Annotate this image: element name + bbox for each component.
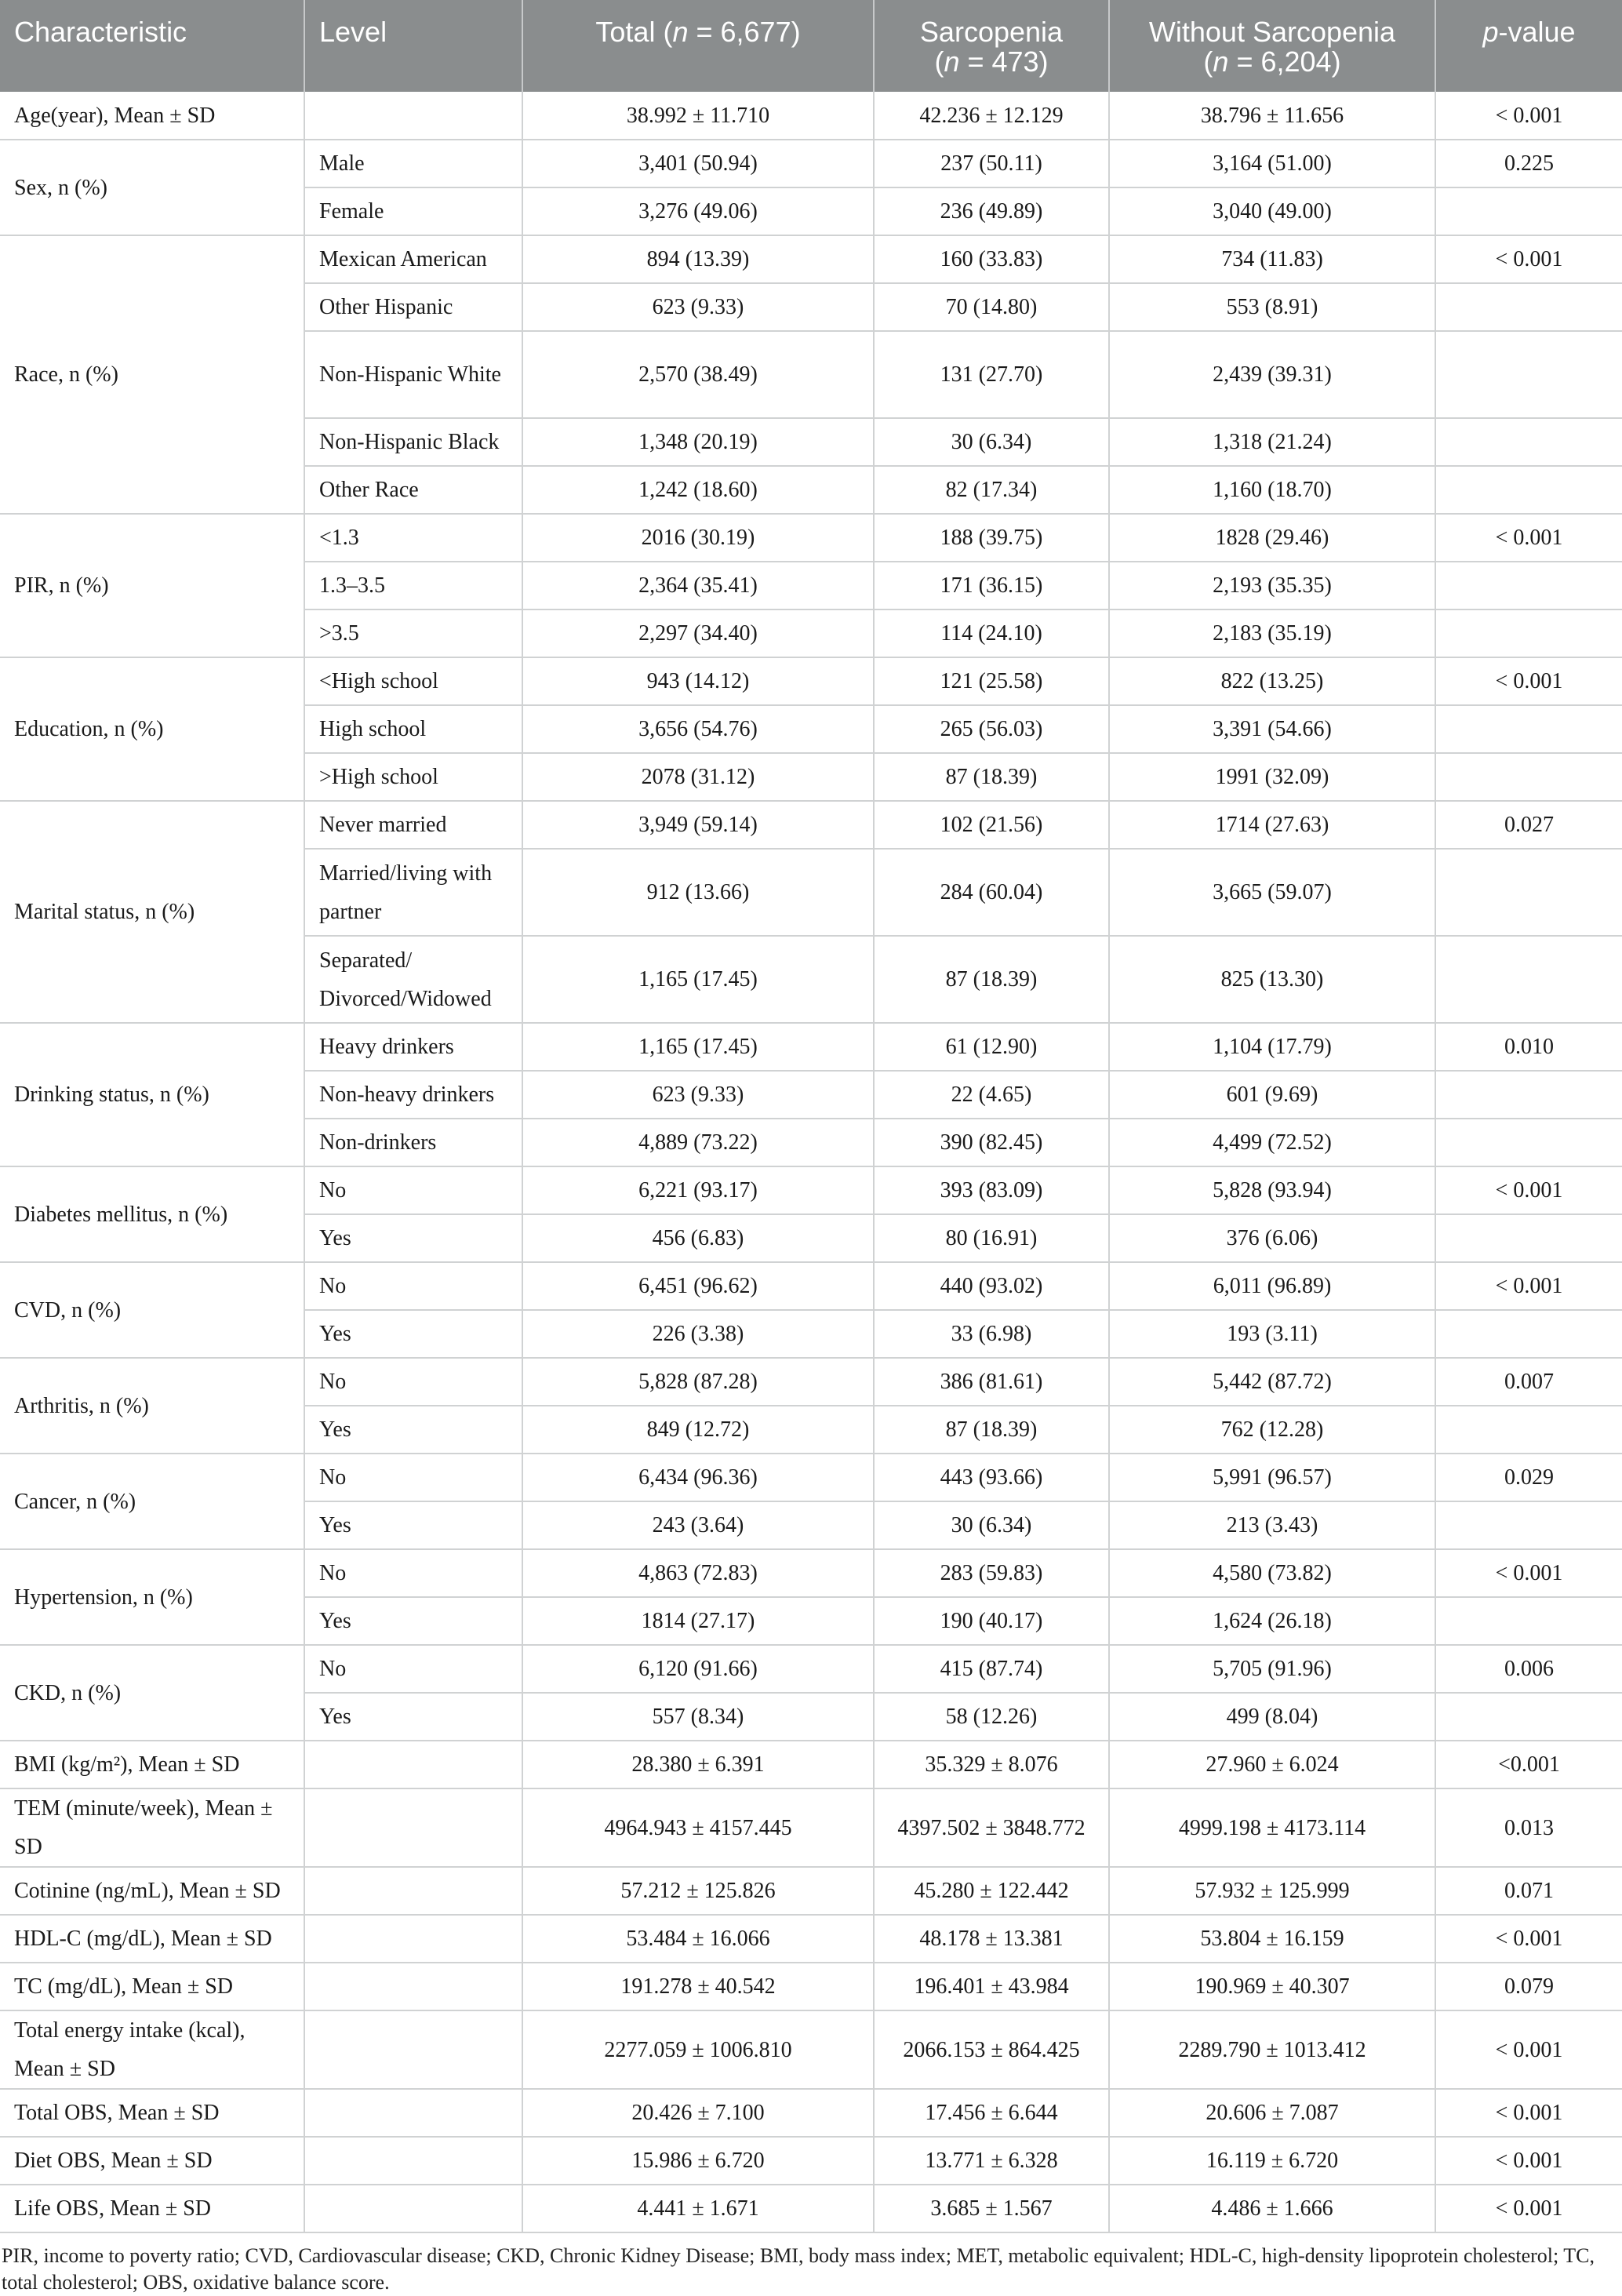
table-row [0,2010,1622,2089]
level-cell: Other Hispanic [304,283,522,331]
p-value-cell [1435,1597,1622,1645]
p-value-cell: 0.013 [1435,1788,1622,1867]
total-cell: 6,120 (91.66) [522,1645,874,1693]
total-cell: 849 (12.72) [522,1406,874,1454]
header-total [522,0,874,92]
sarcopenia-cell: 2066.153 ± 864.425 [874,2010,1109,2089]
header-sarcopenia-title: Sarcopenia [919,16,1064,48]
level-cell: Yes [304,1310,522,1358]
characteristic-cell: Life OBS, Mean ± SD [0,2185,304,2232]
p-value-cell [1435,936,1622,1023]
table-row [0,1454,1622,1501]
without-sarcopenia-cell: 2,193 (35.35) [1109,562,1435,609]
sarcopenia-cell: 42.236 ± 12.129 [874,92,1109,140]
table-row [0,92,1622,140]
table-row [0,1741,1622,1788]
level-cell: Male [304,140,522,187]
total-cell: 15.986 ± 6.720 [522,2137,874,2185]
sarcopenia-cell: 265 (56.03) [874,705,1109,753]
without-sarcopenia-cell: 1,104 (17.79) [1109,1023,1435,1071]
level-cell: Never married [304,801,522,849]
p-value-cell [1435,466,1622,514]
total-cell: 226 (3.38) [522,1310,874,1358]
p-value-cell [1435,1310,1622,1358]
sarcopenia-cell: 48.178 ± 13.381 [874,1915,1109,1963]
sarcopenia-cell: 440 (93.02) [874,1262,1109,1310]
p-value-cell: < 0.001 [1435,1549,1622,1597]
header-sarcopenia [874,0,1109,92]
total-cell: 53.484 ± 16.066 [522,1915,874,1963]
characteristic-cell: BMI (kg/m²), Mean ± SD [0,1741,304,1788]
without-sarcopenia-cell: 825 (13.30) [1109,936,1435,1023]
header-p-value [1435,0,1622,92]
table-footnote: PIR, income to poverty ratio; CVD, Cardiovascular disease; CKD, Chronic Kidney Disease; BMI, body mass index; MET, metabolic equivalent; HDL-C, high-density lipoprotein cholesterol; TC, total cholesterol; OBS, oxidative balance score. [2,2244,1595,2294]
p-value-cell [1435,418,1622,466]
header-characteristic: Characteristic [0,0,304,92]
sarcopenia-cell: 87 (18.39) [874,1406,1109,1454]
level-cell [304,1788,522,1867]
sarcopenia-cell: 131 (27.70) [874,331,1109,418]
without-sarcopenia-cell: 3,164 (51.00) [1109,140,1435,187]
total-cell: 6,221 (93.17) [522,1166,874,1214]
sarcopenia-cell: 390 (82.45) [874,1119,1109,1166]
level-cell: Non-Hispanic White [304,331,522,418]
characteristic-cell: Marital status, n (%) [0,801,304,1023]
without-sarcopenia-cell: 20.606 ± 7.087 [1109,2089,1435,2137]
total-cell: 28.380 ± 6.391 [522,1741,874,1788]
sarcopenia-cell: 82 (17.34) [874,466,1109,514]
without-sarcopenia-cell: 5,442 (87.72) [1109,1358,1435,1406]
total-cell: 1,242 (18.60) [522,466,874,514]
sarcopenia-cell: 30 (6.34) [874,418,1109,466]
without-sarcopenia-cell: 1991 (32.09) [1109,753,1435,801]
header-p-rest: -value [1498,16,1576,48]
without-sarcopenia-cell: 1714 (27.63) [1109,801,1435,849]
table-row [0,1963,1622,2010]
level-cell: Yes [304,1501,522,1549]
level-cell: Heavy drinkers [304,1023,522,1071]
level-cell [304,2010,522,2089]
sarcopenia-cell: 30 (6.34) [874,1501,1109,1549]
header-without-sarcopenia [1109,0,1435,92]
p-value-cell: < 0.001 [1435,514,1622,562]
header-sarcopenia-pre: ( [934,45,944,78]
total-cell: 1,165 (17.45) [522,1023,874,1071]
characteristic-cell: Drinking status, n (%) [0,1023,304,1166]
total-cell: 2,570 (38.49) [522,331,874,418]
level-cell: Married/living with partner [304,849,522,936]
level-cell: Non-heavy drinkers [304,1071,522,1119]
level-cell [304,1915,522,1963]
total-cell: 191.278 ± 40.542 [522,1963,874,2010]
sarcopenia-cell: 236 (49.89) [874,187,1109,235]
p-value-cell: < 0.001 [1435,1166,1622,1214]
without-sarcopenia-cell: 376 (6.06) [1109,1214,1435,1262]
without-sarcopenia-cell: 193 (3.11) [1109,1310,1435,1358]
sarcopenia-cell: 284 (60.04) [874,849,1109,936]
without-sarcopenia-cell: 2,439 (39.31) [1109,331,1435,418]
level-cell: High school [304,705,522,753]
total-cell: 57.212 ± 125.826 [522,1867,874,1915]
total-cell: 4,889 (73.22) [522,1119,874,1166]
total-cell: 1,165 (17.45) [522,936,874,1023]
header-level: Level [304,0,522,92]
sarcopenia-cell: 443 (93.66) [874,1454,1109,1501]
without-sarcopenia-cell: 601 (9.69) [1109,1071,1435,1119]
without-sarcopenia-cell: 1,624 (26.18) [1109,1597,1435,1645]
without-sarcopenia-cell: 2,183 (35.19) [1109,609,1435,657]
sarcopenia-cell: 17.456 ± 6.644 [874,2089,1109,2137]
sarcopenia-cell: 87 (18.39) [874,936,1109,1023]
without-sarcopenia-cell: 822 (13.25) [1109,657,1435,705]
header-total-n: n [672,16,689,48]
level-cell: No [304,1454,522,1501]
level-cell: Separated/ Divorced/Widowed [304,936,522,1023]
p-value-cell: < 0.001 [1435,1915,1622,1963]
total-cell: 912 (13.66) [522,849,874,936]
p-value-cell [1435,1406,1622,1454]
header-without-post: = 6,204) [1228,45,1341,78]
without-sarcopenia-cell: 190.969 ± 40.307 [1109,1963,1435,2010]
without-sarcopenia-cell: 213 (3.43) [1109,1501,1435,1549]
without-sarcopenia-cell: 3,665 (59.07) [1109,849,1435,936]
level-cell [304,2137,522,2185]
without-sarcopenia-cell: 53.804 ± 16.159 [1109,1915,1435,1963]
table-row [0,1166,1622,1214]
p-value-cell [1435,283,1622,331]
total-cell: 4964.943 ± 4157.445 [522,1788,874,1867]
characteristic-cell: TC (mg/dL), Mean ± SD [0,1963,304,2010]
total-cell: 3,401 (50.94) [522,140,874,187]
total-cell: 2,297 (34.40) [522,609,874,657]
without-sarcopenia-cell: 499 (8.04) [1109,1693,1435,1741]
level-cell: No [304,1549,522,1597]
total-cell: 2277.059 ± 1006.810 [522,2010,874,2089]
sarcopenia-cell: 45.280 ± 122.442 [874,1867,1109,1915]
p-value-cell: <0.001 [1435,1741,1622,1788]
characteristic-cell: Sex, n (%) [0,140,304,235]
without-sarcopenia-cell: 4,499 (72.52) [1109,1119,1435,1166]
sarcopenia-cell: 70 (14.80) [874,283,1109,331]
table-row [0,140,1622,187]
without-sarcopenia-cell: 38.796 ± 11.656 [1109,92,1435,140]
level-cell [304,2089,522,2137]
sarcopenia-cell: 33 (6.98) [874,1310,1109,1358]
sarcopenia-cell: 386 (81.61) [874,1358,1109,1406]
without-sarcopenia-cell: 4999.198 ± 4173.114 [1109,1788,1435,1867]
p-value-cell [1435,849,1622,936]
table-row [0,1867,1622,1915]
total-cell: 3,949 (59.14) [522,801,874,849]
without-sarcopenia-cell: 1,318 (21.24) [1109,418,1435,466]
p-value-cell: < 0.001 [1435,2137,1622,2185]
level-cell [304,2185,522,2232]
p-value-cell: < 0.001 [1435,2185,1622,2232]
p-value-cell: < 0.001 [1435,92,1622,140]
p-value-cell [1435,187,1622,235]
without-sarcopenia-cell: 1828 (29.46) [1109,514,1435,562]
without-sarcopenia-cell: 16.119 ± 6.720 [1109,2137,1435,2185]
characteristic-cell: Hypertension, n (%) [0,1549,304,1645]
sarcopenia-cell: 237 (50.11) [874,140,1109,187]
without-sarcopenia-cell: 6,011 (96.89) [1109,1262,1435,1310]
level-cell: No [304,1645,522,1693]
without-sarcopenia-cell: 5,828 (93.94) [1109,1166,1435,1214]
table-header [0,0,1622,92]
header-sarcopenia-n: n [944,45,960,78]
p-value-cell [1435,753,1622,801]
header-without-title: Without Sarcopenia [1148,16,1396,48]
level-cell [304,1741,522,1788]
header-total-pre: Total ( [595,16,673,48]
p-value-cell: 0.027 [1435,801,1622,849]
characteristic-cell: HDL-C (mg/dL), Mean ± SD [0,1915,304,1963]
total-cell: 943 (14.12) [522,657,874,705]
level-cell: No [304,1358,522,1406]
table-row [0,1262,1622,1310]
total-cell: 623 (9.33) [522,283,874,331]
total-cell: 38.992 ± 11.710 [522,92,874,140]
table-body [0,92,1622,2232]
table-row [0,1358,1622,1406]
total-cell: 243 (3.64) [522,1501,874,1549]
characteristic-cell: Cancer, n (%) [0,1454,304,1549]
characteristic-cell: Total OBS, Mean ± SD [0,2089,304,2137]
sarcopenia-cell: 80 (16.91) [874,1214,1109,1262]
sarcopenia-cell: 196.401 ± 43.984 [874,1963,1109,2010]
table-row [0,1549,1622,1597]
total-cell: 3,656 (54.76) [522,705,874,753]
total-cell: 4,863 (72.83) [522,1549,874,1597]
table-row [0,1915,1622,1963]
table-row [0,657,1622,705]
p-value-cell [1435,562,1622,609]
level-cell: Non-drinkers [304,1119,522,1166]
header-p-italic: p [1482,16,1499,48]
table-row [0,2089,1622,2137]
header-without-pre: ( [1203,45,1213,78]
header-total-post: = 6,677) [688,16,801,48]
sarcopenia-cell: 415 (87.74) [874,1645,1109,1693]
without-sarcopenia-cell: 3,040 (49.00) [1109,187,1435,235]
characteristic-cell: Diet OBS, Mean ± SD [0,2137,304,2185]
level-cell: Yes [304,1406,522,1454]
total-cell: 2078 (31.12) [522,753,874,801]
p-value-cell: 0.079 [1435,1963,1622,2010]
without-sarcopenia-cell: 553 (8.91) [1109,283,1435,331]
header-sarcopenia-post: = 473) [959,45,1049,78]
level-cell: Other Race [304,466,522,514]
sarcopenia-cell: 3.685 ± 1.567 [874,2185,1109,2232]
level-cell: >3.5 [304,609,522,657]
table-row [0,235,1622,283]
level-cell: 1.3–3.5 [304,562,522,609]
without-sarcopenia-cell: 762 (12.28) [1109,1406,1435,1454]
p-value-cell [1435,1214,1622,1262]
level-cell: Yes [304,1214,522,1262]
without-sarcopenia-cell: 3,391 (54.66) [1109,705,1435,753]
sarcopenia-cell: 121 (25.58) [874,657,1109,705]
sarcopenia-cell: 160 (33.83) [874,235,1109,283]
sarcopenia-cell: 393 (83.09) [874,1166,1109,1214]
without-sarcopenia-cell: 2289.790 ± 1013.412 [1109,2010,1435,2089]
without-sarcopenia-cell: 5,705 (91.96) [1109,1645,1435,1693]
header-row [0,0,1622,92]
sarcopenia-cell: 171 (36.15) [874,562,1109,609]
p-value-cell [1435,1693,1622,1741]
without-sarcopenia-cell: 4,580 (73.82) [1109,1549,1435,1597]
p-value-cell [1435,331,1622,418]
level-cell: Yes [304,1597,522,1645]
p-value-cell: 0.029 [1435,1454,1622,1501]
header-without-n: n [1213,45,1229,78]
total-cell: 6,451 (96.62) [522,1262,874,1310]
total-cell: 557 (8.34) [522,1693,874,1741]
total-cell: 2,364 (35.41) [522,562,874,609]
total-cell: 1,348 (20.19) [522,418,874,466]
characteristic-cell: Education, n (%) [0,657,304,801]
characteristic-cell: TEM (minute/week), Mean ± SD [0,1788,304,1867]
level-cell: No [304,1262,522,1310]
sarcopenia-cell: 190 (40.17) [874,1597,1109,1645]
level-cell: No [304,1166,522,1214]
sarcopenia-cell: 13.771 ± 6.328 [874,2137,1109,2185]
p-value-cell: 0.010 [1435,1023,1622,1071]
total-cell: 894 (13.39) [522,235,874,283]
level-cell: Mexican American [304,235,522,283]
level-cell: Female [304,187,522,235]
level-cell [304,1867,522,1915]
characteristic-cell: Diabetes mellitus, n (%) [0,1166,304,1262]
p-value-cell [1435,1501,1622,1549]
sarcopenia-cell: 102 (21.56) [874,801,1109,849]
p-value-cell: 0.006 [1435,1645,1622,1693]
table-row [0,1023,1622,1071]
without-sarcopenia-cell: 1,160 (18.70) [1109,466,1435,514]
p-value-cell: 0.071 [1435,1867,1622,1915]
sarcopenia-cell: 188 (39.75) [874,514,1109,562]
total-cell: 623 (9.33) [522,1071,874,1119]
table-row [0,2185,1622,2232]
total-cell: 3,276 (49.06) [522,187,874,235]
level-cell: <1.3 [304,514,522,562]
sarcopenia-cell: 4397.502 ± 3848.772 [874,1788,1109,1867]
total-cell: 20.426 ± 7.100 [522,2089,874,2137]
sarcopenia-cell: 114 (24.10) [874,609,1109,657]
characteristic-cell: Arthritis, n (%) [0,1358,304,1454]
p-value-cell: 0.007 [1435,1358,1622,1406]
total-cell: 456 (6.83) [522,1214,874,1262]
sarcopenia-cell: 87 (18.39) [874,753,1109,801]
characteristic-cell: Age(year), Mean ± SD [0,92,304,140]
without-sarcopenia-cell: 5,991 (96.57) [1109,1454,1435,1501]
level-cell [304,1963,522,2010]
sarcopenia-cell: 35.329 ± 8.076 [874,1741,1109,1788]
p-value-cell: < 0.001 [1435,2089,1622,2137]
characteristic-cell: Cotinine (ng/mL), Mean ± SD [0,1867,304,1915]
characteristic-cell: Total energy intake (kcal), Mean ± SD [0,2010,304,2089]
without-sarcopenia-cell: 27.960 ± 6.024 [1109,1741,1435,1788]
p-value-cell [1435,1071,1622,1119]
p-value-cell: < 0.001 [1435,2010,1622,2089]
sarcopenia-cell: 283 (59.83) [874,1549,1109,1597]
total-cell: 1814 (27.17) [522,1597,874,1645]
p-value-cell: 0.225 [1435,140,1622,187]
without-sarcopenia-cell: 4.486 ± 1.666 [1109,2185,1435,2232]
total-cell: 2016 (30.19) [522,514,874,562]
level-cell [304,92,522,140]
p-value-cell [1435,705,1622,753]
characteristic-cell: CKD, n (%) [0,1645,304,1741]
p-value-cell: < 0.001 [1435,657,1622,705]
sarcopenia-cell: 58 (12.26) [874,1693,1109,1741]
level-cell: Yes [304,1693,522,1741]
total-cell: 4.441 ± 1.671 [522,2185,874,2232]
p-value-cell: < 0.001 [1435,235,1622,283]
table-row [0,2137,1622,2185]
table-row [0,1645,1622,1693]
table-row [0,1788,1622,1867]
sarcopenia-cell: 61 (12.90) [874,1023,1109,1071]
without-sarcopenia-cell: 57.932 ± 125.999 [1109,1867,1435,1915]
p-value-cell: < 0.001 [1435,1262,1622,1310]
level-cell: <High school [304,657,522,705]
characteristic-cell: Race, n (%) [0,235,304,514]
characteristic-cell: PIR, n (%) [0,514,304,657]
table-row [0,514,1622,562]
without-sarcopenia-cell: 734 (11.83) [1109,235,1435,283]
total-cell: 5,828 (87.28) [522,1358,874,1406]
total-cell: 6,434 (96.36) [522,1454,874,1501]
level-cell: Non-Hispanic Black [304,418,522,466]
p-value-cell [1435,1119,1622,1166]
table-row [0,801,1622,849]
level-cell: >High school [304,753,522,801]
p-value-cell [1435,609,1622,657]
sarcopenia-cell: 22 (4.65) [874,1071,1109,1119]
characteristic-cell: CVD, n (%) [0,1262,304,1358]
